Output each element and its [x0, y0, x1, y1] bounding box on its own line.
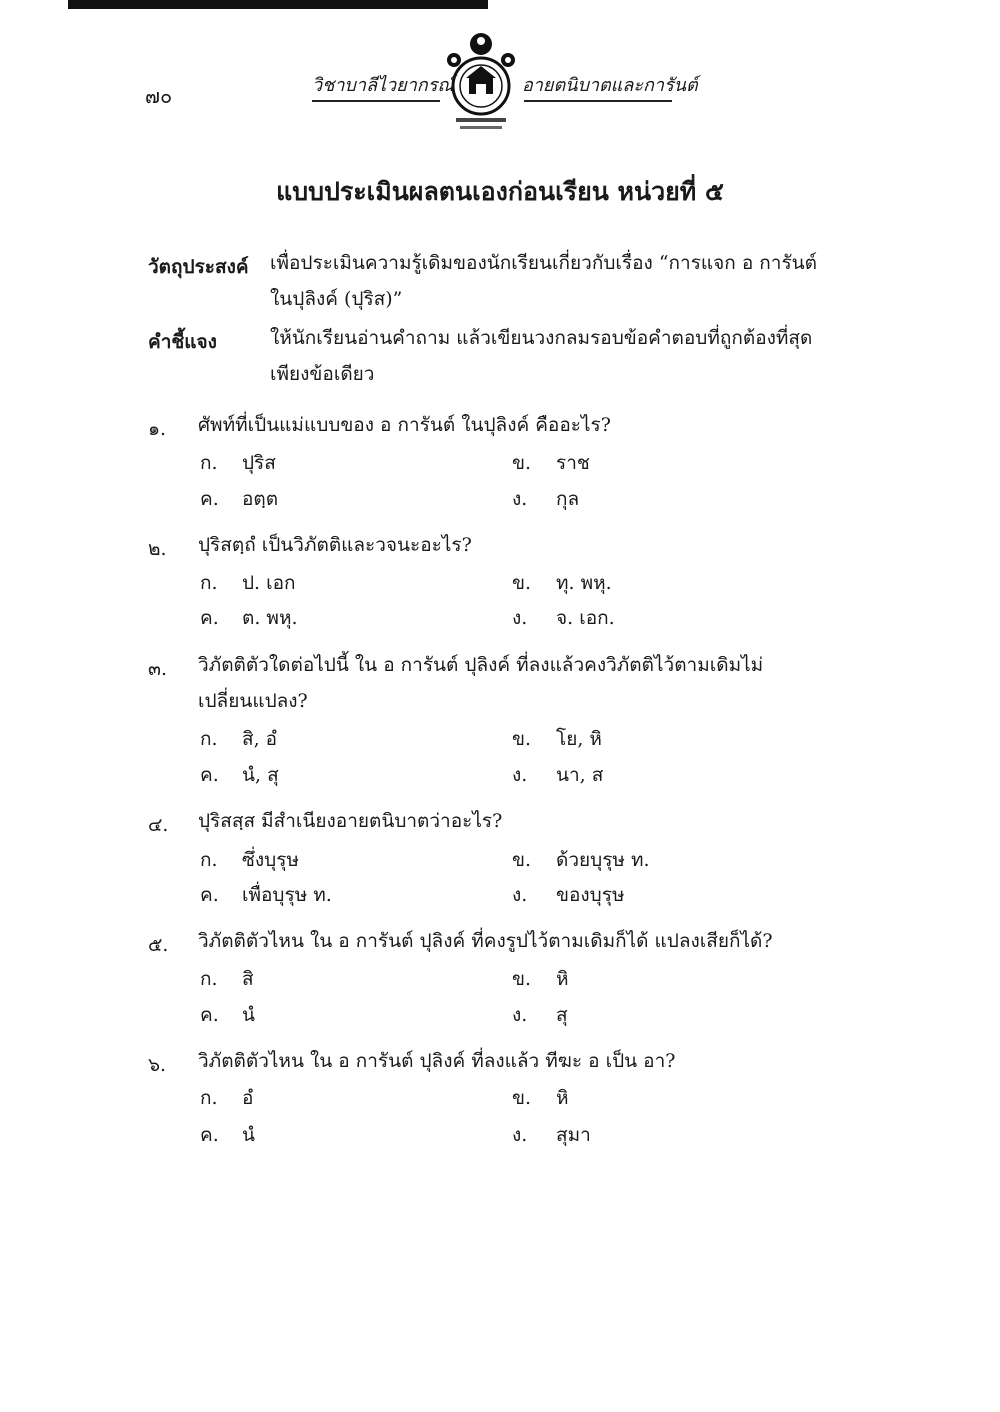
option-key: ก.: [200, 452, 218, 474]
header-topic: อายตนิบาตและการันต์: [522, 75, 698, 96]
option-key: ค.: [200, 1124, 219, 1146]
option-text: โย, หิ: [556, 728, 602, 750]
option-key: ง.: [512, 488, 528, 510]
page-title: แบบประเมินผลตนเองก่อนเรียน หน่วยที่ ๕: [276, 177, 724, 206]
header-rule-right: [524, 100, 672, 102]
option-text: นํ, สุ: [242, 764, 279, 786]
option-text: ของบุรุษ: [556, 884, 625, 906]
option-text: ราช: [556, 452, 590, 474]
question-text: ปุริสตฺถํ เป็นวิภัตติและวจนะอะไร?: [198, 534, 472, 556]
option-text: นํ: [242, 1124, 255, 1146]
option-key: ง.: [512, 764, 528, 786]
option-text: สิ, อํ: [242, 728, 278, 750]
option-key: ง.: [512, 607, 528, 629]
instruction-label: คำชี้แจง: [148, 331, 217, 353]
objective-label: วัตถุประสงค์: [148, 256, 249, 278]
option-text: หิ: [556, 1087, 569, 1109]
question-text: วิภัตติตัวไหน ใน อ การันต์ ปุลิงค์ ที่ลงแล้ว ทีฆะ อ เป็น อา?: [198, 1050, 676, 1072]
option-key: ก.: [200, 1087, 218, 1109]
question-number: ๑.: [148, 418, 167, 440]
option-key: ข.: [512, 1087, 532, 1109]
option-text: หิ: [556, 968, 569, 990]
option-text: จ. เอก.: [556, 607, 615, 629]
page-number: ๗๐: [145, 84, 173, 108]
option-key: ง.: [512, 1004, 528, 1026]
header-rule-left: [312, 100, 440, 102]
question-text: ปุริสสฺส มีสำเนียงอายตนิบาตว่าอะไร?: [198, 810, 503, 832]
option-key: ข.: [512, 452, 532, 474]
option-text: ทุ. พหุ.: [556, 572, 612, 594]
question-text: วิภัตติตัวใดต่อไปนี้ ใน อ การันต์ ปุลิงค์ ที่ลงแล้วคงวิภัตติไว้ตามเดิมไม่เปลี่ยนแปลง?: [198, 654, 764, 712]
option-key: ก.: [200, 728, 218, 750]
option-key: ก.: [200, 572, 218, 594]
instruction-text: ให้นักเรียนอ่านคำถาม แล้วเขียนวงกลมรอบข้อคำตอบที่ถูกต้องที่สุดเพียงข้อเดียว: [270, 327, 813, 385]
question-number: ๔.: [148, 814, 169, 836]
option-key: ค.: [200, 884, 219, 906]
option-key: ข.: [512, 572, 532, 594]
option-key: ค.: [200, 764, 219, 786]
option-text: เพื่อบุรุษ ท.: [242, 884, 332, 906]
option-text: อํ: [242, 1087, 254, 1109]
option-key: ข.: [512, 968, 532, 990]
option-text: ปุริส: [242, 452, 276, 474]
option-key: ค.: [200, 1004, 219, 1026]
option-key: ค.: [200, 488, 219, 510]
option-text: นา, ส: [556, 764, 604, 786]
option-text: สุ: [556, 1004, 568, 1026]
question-number: ๖.: [148, 1054, 167, 1076]
header-subject: วิชาบาลีไวยากรณ์: [312, 75, 455, 96]
option-text: ซึ่งบุรุษ: [242, 849, 299, 871]
option-key: ข.: [512, 728, 532, 750]
option-key: ค.: [200, 607, 219, 629]
question-number: ๒.: [148, 538, 167, 560]
objective-text: เพื่อประเมินความรู้เดิมของนักเรียนเกี่ยวกับเรื่อง “การแจก อ การันต์ ในปุลิงค์ (ปุริส)”: [270, 252, 817, 310]
option-text: สิ: [242, 968, 254, 990]
option-text: สุมา: [556, 1124, 591, 1146]
question-text: ศัพท์ที่เป็นแม่แบบของ อ การันต์ ในปุลิงค์ คืออะไร?: [198, 414, 611, 436]
option-text: ป. เอก: [242, 572, 296, 594]
option-key: ก.: [200, 849, 218, 871]
option-key: ง.: [512, 884, 528, 906]
option-text: ต. พหุ.: [242, 607, 298, 629]
option-key: ข.: [512, 849, 532, 871]
school-emblem-icon: [436, 28, 526, 140]
question-text: วิภัตติตัวไหน ใน อ การันต์ ปุลิงค์ ที่คงรูปไว้ตามเดิมก็ได้ แปลงเสียก็ได้?: [198, 930, 773, 952]
option-key: ก.: [200, 968, 218, 990]
option-text: ด้วยบุรุษ ท.: [556, 849, 650, 871]
option-text: อตฺต: [242, 488, 279, 510]
question-number: ๓.: [148, 658, 168, 680]
option-key: ง.: [512, 1124, 528, 1146]
option-text: กุล: [556, 488, 580, 510]
top-scan-bar: [68, 0, 488, 9]
option-text: นํ: [242, 1004, 255, 1026]
question-number: ๕.: [148, 934, 169, 956]
